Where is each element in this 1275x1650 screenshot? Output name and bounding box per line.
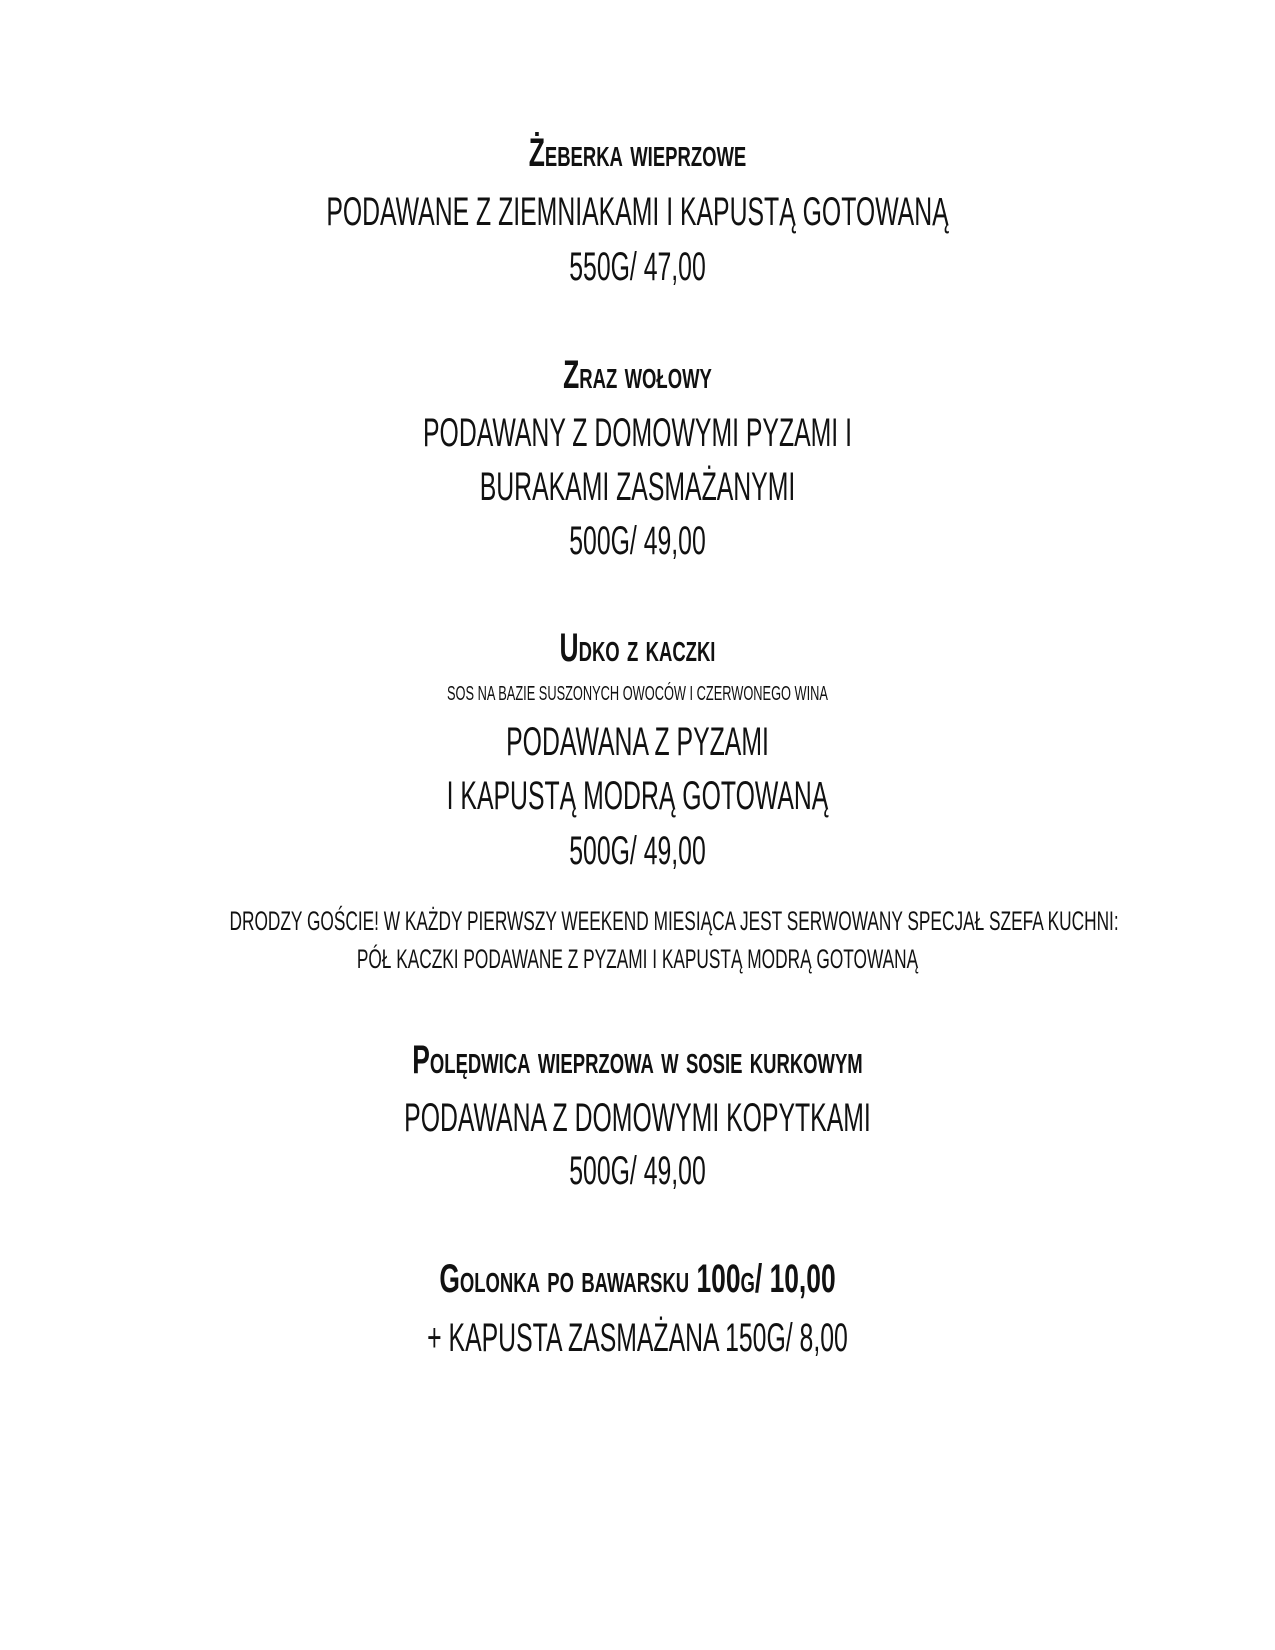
dish-description-udko-line2: I KAPUSTĄ MODRĄ GOTOWANĄ [446,774,829,818]
dish-description-poledwica: PODAWANA Z DOMOWYMI KOPYTKAMI [404,1096,871,1140]
dish-description-zraz-line1: PODAWANY Z DOMOWYMI PYZAMI I [423,411,852,455]
dish-addon-golonka: + KAPUSTA ZASMAŻANA 150G/ 8,00 [427,1316,848,1360]
dish-price-udko: 500G/ 49,00 [569,829,706,873]
chef-special-notice-line2: PÓŁ KACZKI PODAWANE Z PYZAMI I KAPUSTĄ MODRĄ GOTOWANĄ [356,944,919,974]
dish-price-zraz: 500G/ 49,00 [569,519,706,563]
dish-description-udko-line1: PODAWANA Z PYZAMI [506,720,769,764]
dish-description-zraz-line2: BURAKAMI ZASMAŻANYMI [479,465,796,509]
dish-description-zeberka: PODAWANE Z ZIEMNIAKAMI I KAPUSTĄ GOTOWANĄ [326,190,949,234]
dish-sauce-udko: SOS NA BAZIE SUSZONYCH OWOCÓW I CZERWONEGO WINA [447,683,828,705]
dish-title-golonka: Golonka po bawarsku 100g/ 10,00 [439,1257,836,1301]
dish-price-poledwica: 500G/ 49,00 [569,1149,706,1193]
dish-title-zeberka: Żeberka wieprzowe [528,131,747,175]
chef-special-notice-line1: DRODZY GOŚCIE! W KAŻDY PIERWSZY WEEKEND MIESIĄCA JEST SERWOWANY SPECJAŁ SZEFA KUCHNI: [229,906,1119,936]
dish-title-udko: Udko z kaczki [559,626,716,670]
dish-title-poledwica: Polędwica wieprzowa w sosie kurkowym [412,1038,863,1082]
dish-title-zraz: Zraz wołowy [563,353,712,397]
dish-price-zeberka: 550G/ 47,00 [569,245,706,289]
